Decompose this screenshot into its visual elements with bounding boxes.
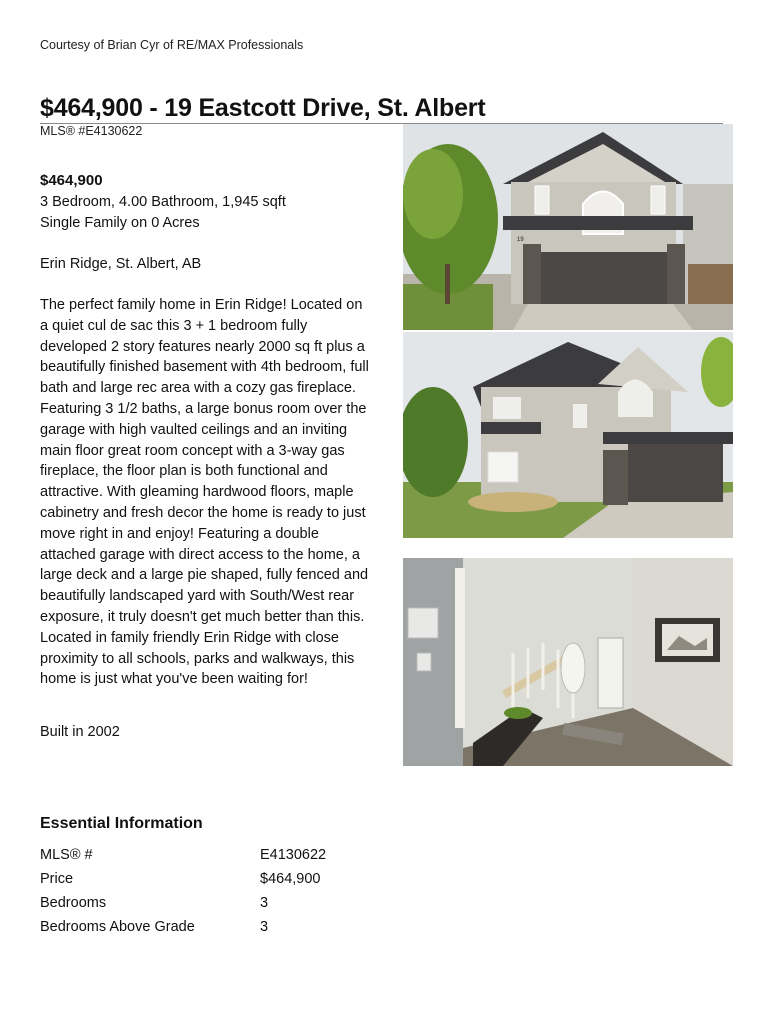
table-row [40,891,326,915]
row-value: $464,900 [260,871,321,887]
row-label: Price [40,871,74,887]
house-side-photo [403,332,733,538]
row-label: Bedrooms [40,895,107,911]
essential-info-heading: Essential Information [40,815,203,832]
listing-title: $464,900 - 19 Eastcott Drive, St. Albert [40,94,723,124]
row-label: Bedrooms Above Grade [40,919,195,935]
property-type: Single Family on 0 Acres [40,215,200,231]
price: $464,900 [40,172,103,189]
year-built: Built in 2002 [40,724,120,741]
house-front-photo [403,124,733,330]
table-row [40,867,326,891]
row-value: 3 [260,919,269,935]
house-number: 19 [517,237,524,243]
essential-info-table [40,843,326,939]
table-row [40,843,326,867]
mls-number: MLS® #E4130622 [40,124,143,138]
interior-entry-photo [403,558,733,766]
specs: 3 Bedroom, 4.00 Bathroom, 1,945 sqft [40,194,286,210]
row-value: 3 [260,895,269,911]
location: Erin Ridge, St. Albert, AB [40,256,202,272]
courtesy-line: Courtesy of Brian Cyr of RE/MAX Professionals [40,38,304,52]
table-row [40,915,326,939]
row-label: MLS® # [40,847,93,863]
listing-summary [40,170,380,743]
description: The perfect family home in Erin Ridge! Located on a quiet cul de sac this 3 + 1 bedroom fully developed 2 story features nearly 2000 sq ft plus a beautifully finished basement with 4th bedroom, full bath and large rec area with a cozy gas fireplace. Featuring 3 1/2 baths, a large bonus room over the garage with high vaulted ceilings and an inviting main floor great room concept with a 3-way gas fireplace, the floor plan is both functional and attractive. With gleaming hardwood floors, maple cabinetry and fresh decor the home is ready to just move right in and enjoy! Featuring a double attached garage with direct access to the home, a large deck and a large pie shaped, fully fenced and beautifully landscaped yard with South/West rear exposure, it truly doesn't get much better than this. Located in family friendly Erin Ridge with close proximity to all schools, parks and walkways, this home is just what you've been waiting for! [40,297,369,688]
row-value: E4130622 [260,847,327,863]
